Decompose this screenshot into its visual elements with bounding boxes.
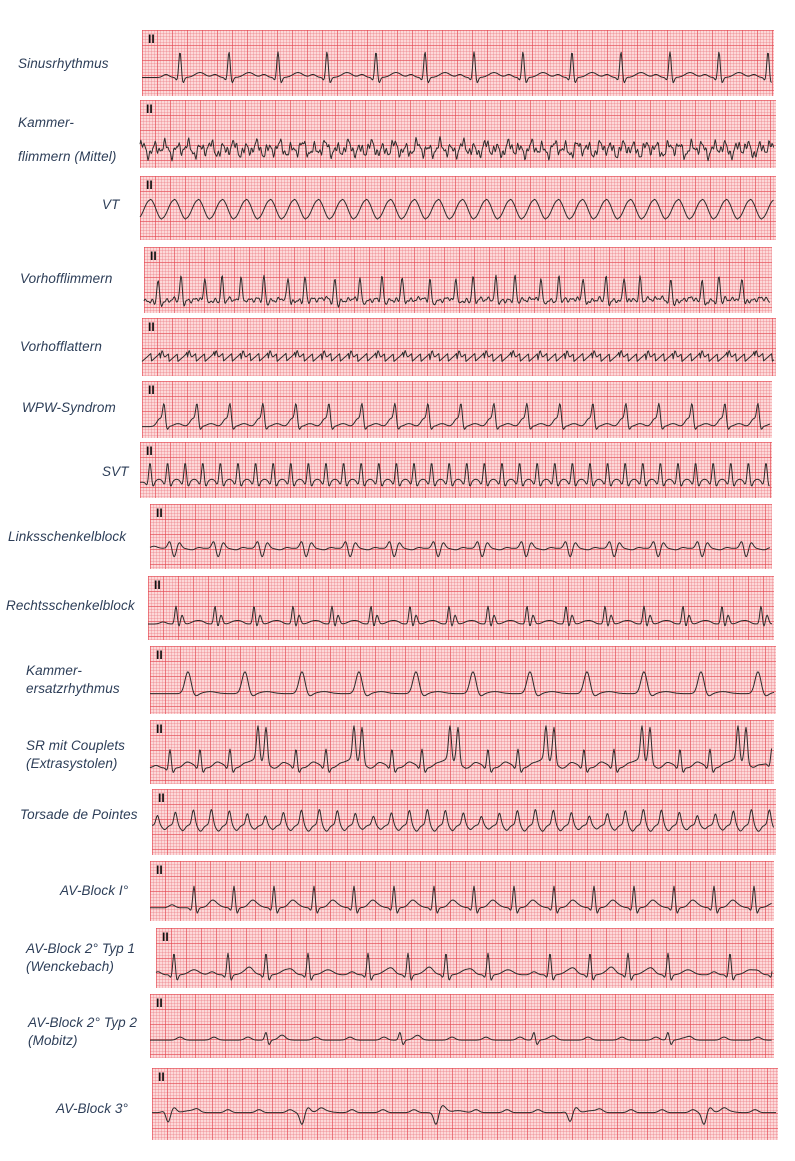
ecg-strip-rbbb [148, 576, 774, 640]
ecg-trace-lbbb [150, 542, 770, 557]
ecg-strip-vt [140, 176, 776, 240]
rhythm-label-ventricular-escape [26, 662, 120, 698]
rhythm-label-line: (Mobitz) [28, 1033, 78, 1048]
lead-label: II [158, 1070, 165, 1084]
rhythm-label-av1 [60, 882, 128, 900]
ecg-trace-av2-type1 [156, 953, 772, 980]
rhythm-label-line: AV-Block I° [60, 883, 129, 898]
ecg-trace-sr-couplets [150, 726, 772, 773]
rhythm-label-line: Linksschenkelblock [8, 529, 127, 544]
lead-label: II [148, 383, 155, 397]
lead-label: II [150, 249, 157, 263]
ecg-trace-svg [144, 247, 772, 313]
rhythm-label-line: Sinusrhythmus [18, 56, 109, 71]
ecg-strip-vf [140, 100, 776, 168]
ecg-trace-svg [142, 30, 774, 96]
ecg-trace-svg [142, 318, 776, 376]
lead-label: II [158, 791, 165, 805]
rhythm-label-av3 [56, 1100, 128, 1118]
rhythm-label-line: VT [102, 197, 120, 212]
ecg-trace-svg [140, 100, 776, 168]
rhythm-label-vt [102, 196, 119, 214]
ecg-trace-svt [140, 464, 770, 486]
rhythm-label-line: AV-Block 2° Typ 2 [28, 1015, 138, 1030]
lead-label: II [156, 996, 163, 1010]
lead-label: II [156, 863, 163, 877]
rhythm-label-rbbb [6, 597, 135, 615]
ecg-trace-torsade [152, 810, 774, 832]
lead-label: II [156, 648, 163, 662]
rhythm-label-line: Kammer- [18, 115, 74, 130]
ecg-strip-torsade [152, 789, 776, 855]
ecg-trace-svg [152, 789, 776, 855]
rhythm-label-afib [20, 270, 112, 288]
ecg-trace-afib [144, 275, 770, 307]
rhythm-label-line: Rechtsschenkelblock [6, 598, 135, 613]
rhythm-label-line: Vorhofflattern [20, 339, 102, 354]
ecg-trace-svg [150, 994, 774, 1058]
ecg-strip-av1 [150, 861, 774, 921]
lead-label: II [154, 578, 161, 592]
ecg-trace-svg [140, 442, 772, 498]
lead-label: II [146, 102, 153, 116]
rhythm-label-av2-type2 [28, 1014, 137, 1050]
lead-label: II [162, 930, 169, 944]
ecg-trace-rbbb [148, 606, 772, 626]
rhythm-label-line: SVT [102, 464, 129, 479]
ecg-strip-av2-type1 [156, 928, 774, 988]
rhythm-label-av2-type1 [26, 940, 135, 976]
ecg-strip-av3 [152, 1068, 778, 1140]
lead-label: II [156, 506, 163, 520]
lead-label: II [148, 320, 155, 334]
ecg-trace-av3 [152, 1106, 776, 1125]
ecg-strip-sr-couplets [150, 720, 774, 784]
lead-label: II [146, 444, 153, 458]
ecg-trace-av1 [150, 886, 772, 913]
ecg-strip-sinus [142, 30, 774, 96]
rhythm-label-svt [102, 463, 129, 481]
rhythm-label-sr-couplets [26, 737, 125, 773]
ecg-trace-svg [142, 381, 772, 438]
rhythm-label-lbbb [8, 528, 126, 546]
ecg-trace-svg [152, 1068, 778, 1140]
rhythm-label-line: SR mit Couplets [26, 738, 126, 753]
ecg-strip-wpw [142, 381, 772, 438]
rhythm-label-vf [18, 106, 116, 174]
ecg-strip-lbbb [150, 504, 772, 569]
ecg-trace-vt [140, 199, 774, 219]
rhythm-label-line: WPW-Syndrom [22, 400, 116, 415]
ecg-trace-svg [148, 576, 774, 640]
rhythm-label-line: flimmern (Mittel) [18, 149, 117, 164]
ecg-trace-sinus [142, 52, 772, 83]
rhythm-label-line: Kammer- [26, 663, 82, 678]
lead-label: II [156, 722, 163, 736]
ecg-trace-svg [140, 176, 776, 240]
ecg-trace-svg [150, 646, 776, 714]
ecg-strip-ventricular-escape [150, 646, 776, 714]
rhythm-label-wpw [22, 399, 116, 417]
ecg-trace-av2-type2 [150, 1032, 772, 1044]
rhythm-label-line: (Wenckebach) [26, 959, 114, 974]
ecg-trace-ventricular-escape [150, 672, 774, 696]
ecg-strip-svt [140, 442, 772, 498]
lead-label: II [148, 32, 155, 46]
ecg-trace-svg [156, 928, 774, 988]
ecg-trace-svg [150, 504, 772, 569]
ecg-trace-wpw [142, 403, 770, 429]
rhythm-label-line: AV-Block 3° [56, 1101, 129, 1116]
rhythm-label-line: Vorhofflimmern [20, 271, 113, 286]
lead-label: II [146, 178, 153, 192]
rhythm-label-sinus [18, 55, 109, 73]
ecg-strip-aflutter [142, 318, 776, 376]
ecg-trace-vf [140, 137, 774, 161]
ecg-trace-svg [150, 861, 774, 921]
rhythm-label-line: Torsade de Pointes [20, 807, 138, 822]
rhythm-label-line: (Extrasystolen) [26, 756, 118, 771]
rhythm-label-line: AV-Block 2° Typ 1 [26, 941, 136, 956]
ecg-trace-svg [150, 720, 774, 784]
ecg-strip-afib [144, 247, 772, 313]
rhythm-label-line: ersatzrhythmus [26, 681, 120, 696]
ecg-trace-aflutter [142, 351, 774, 362]
ecg-strip-av2-type2 [150, 994, 774, 1058]
rhythm-label-aflutter [20, 338, 102, 356]
rhythm-label-torsade [20, 806, 138, 824]
